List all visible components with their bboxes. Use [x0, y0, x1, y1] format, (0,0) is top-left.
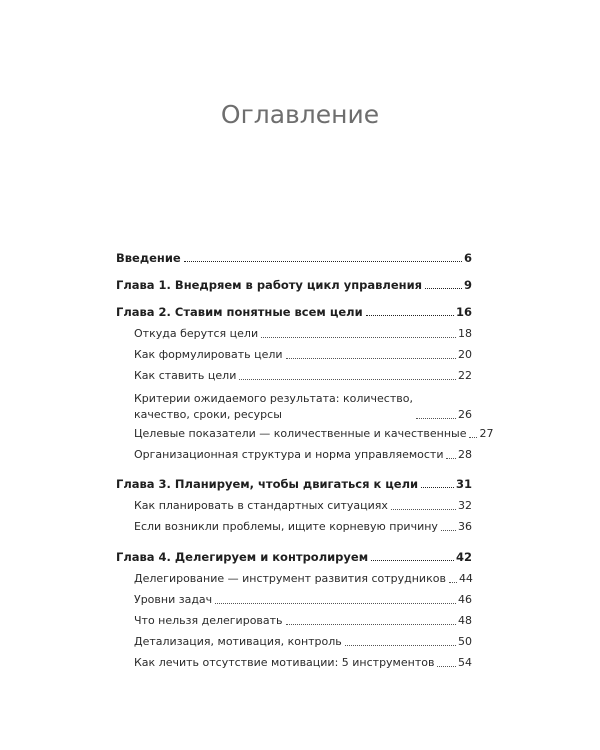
dot-leader	[215, 603, 456, 604]
dot-leader	[441, 530, 456, 531]
toc-entry-page: 48	[458, 614, 472, 627]
toc-entry-title: Организационная структура и норма управляемости	[134, 448, 444, 461]
toc-entry-title: Целевые показатели — количественные и качественные	[134, 427, 467, 440]
dot-leader	[345, 645, 456, 646]
toc-entry-intro[interactable]	[116, 250, 472, 266]
dot-leader	[421, 487, 454, 488]
toc-entry-title: Делегирование — инструмент развития сотрудников	[134, 572, 446, 585]
toc-subentry[interactable]	[134, 447, 472, 463]
dot-leader	[391, 509, 456, 510]
toc-subentry[interactable]	[134, 368, 472, 384]
toc-entry-page: 36	[458, 520, 472, 533]
dot-leader	[416, 418, 456, 419]
toc-entry-title: Глава 1. Внедряем в работу цикл управления	[116, 278, 423, 292]
toc-entry-page: 18	[458, 327, 472, 340]
toc-entry-title: Как планировать в стандартных ситуациях	[134, 499, 388, 512]
toc-entry-page: 9	[463, 278, 472, 292]
toc-entry-page: 28	[458, 448, 472, 461]
toc-subentry[interactable]	[134, 634, 472, 650]
dot-leader	[425, 288, 462, 289]
toc-entry-chapter-2[interactable]	[116, 304, 472, 320]
dot-leader	[184, 261, 462, 262]
toc-subentry[interactable]	[134, 519, 472, 535]
toc-entry-title: Откуда берутся цели	[134, 327, 259, 340]
dot-leader	[446, 458, 456, 459]
dot-leader	[286, 358, 456, 359]
toc-subentry[interactable]	[134, 391, 472, 423]
toc-subentry[interactable]	[134, 655, 472, 671]
toc-entry-chapter-3[interactable]	[116, 476, 472, 492]
toc-entry-page: 42	[455, 550, 472, 564]
toc-entry-title: Глава 4. Делегируем и контролируем	[116, 550, 369, 564]
toc-entry-title: Детализация, мотивация, контроль	[134, 635, 342, 648]
dot-leader	[261, 337, 456, 338]
dot-leader	[371, 560, 454, 561]
toc-subentry[interactable]	[134, 498, 472, 514]
toc-subentry[interactable]	[134, 426, 494, 442]
page-title: Оглавление	[220, 100, 380, 129]
toc-entry-title: Глава 3. Планируем, чтобы двигаться к цели	[116, 477, 419, 491]
toc-entry-title: Как лечить отсутствие мотивации: 5 инструментов	[134, 656, 435, 669]
toc-subentry[interactable]	[134, 592, 472, 608]
toc-entry-title: Глава 2. Ставим понятные всем цели	[116, 305, 363, 319]
toc-entry-page: 16	[455, 305, 472, 319]
toc-subentry[interactable]	[134, 347, 472, 363]
toc-entry-title	[134, 391, 413, 423]
toc-subentry[interactable]	[134, 326, 472, 342]
toc-entry-page: 31	[455, 477, 472, 491]
toc-entry-page: 44	[458, 572, 473, 585]
toc-entry-page: 22	[458, 369, 472, 382]
toc-subentry[interactable]	[134, 613, 472, 629]
toc-entry-title: Как ставить цели	[134, 369, 237, 382]
dot-leader	[437, 666, 456, 667]
toc-subentry[interactable]	[134, 571, 472, 587]
toc-entry-title: Введение	[116, 251, 181, 265]
toc-entry-chapter-4[interactable]	[116, 549, 472, 565]
toc-entry-title: Если возникли проблемы, ищите корневую причину	[134, 520, 438, 533]
toc-entry-title: Что нельзя делегировать	[134, 614, 283, 627]
toc-entry-title-line-1: Критерии ожидаемого результата: количество,	[134, 392, 413, 405]
toc-entry-page: 32	[458, 499, 472, 512]
toc-entry-title: Уровни задач	[134, 593, 213, 606]
toc-entry-page: 46	[458, 593, 472, 606]
dot-leader	[366, 315, 454, 316]
dot-leader	[286, 624, 456, 625]
toc-entry-page: 20	[458, 348, 472, 361]
toc-entry-page: 27	[479, 427, 494, 440]
toc-entry-title: Как формулировать цели	[134, 348, 283, 361]
dot-leader	[469, 437, 477, 438]
toc-entry-chapter-1[interactable]	[116, 277, 472, 293]
toc-entry-page: 54	[458, 656, 472, 669]
toc-entry-page: 50	[458, 635, 472, 648]
dot-leader	[449, 582, 457, 583]
toc-entry-page: 6	[463, 251, 472, 265]
toc-entry-title-line-2: качество, сроки, ресурсы	[134, 408, 282, 421]
toc-entry-page: 26	[458, 408, 472, 421]
dot-leader	[239, 379, 456, 380]
